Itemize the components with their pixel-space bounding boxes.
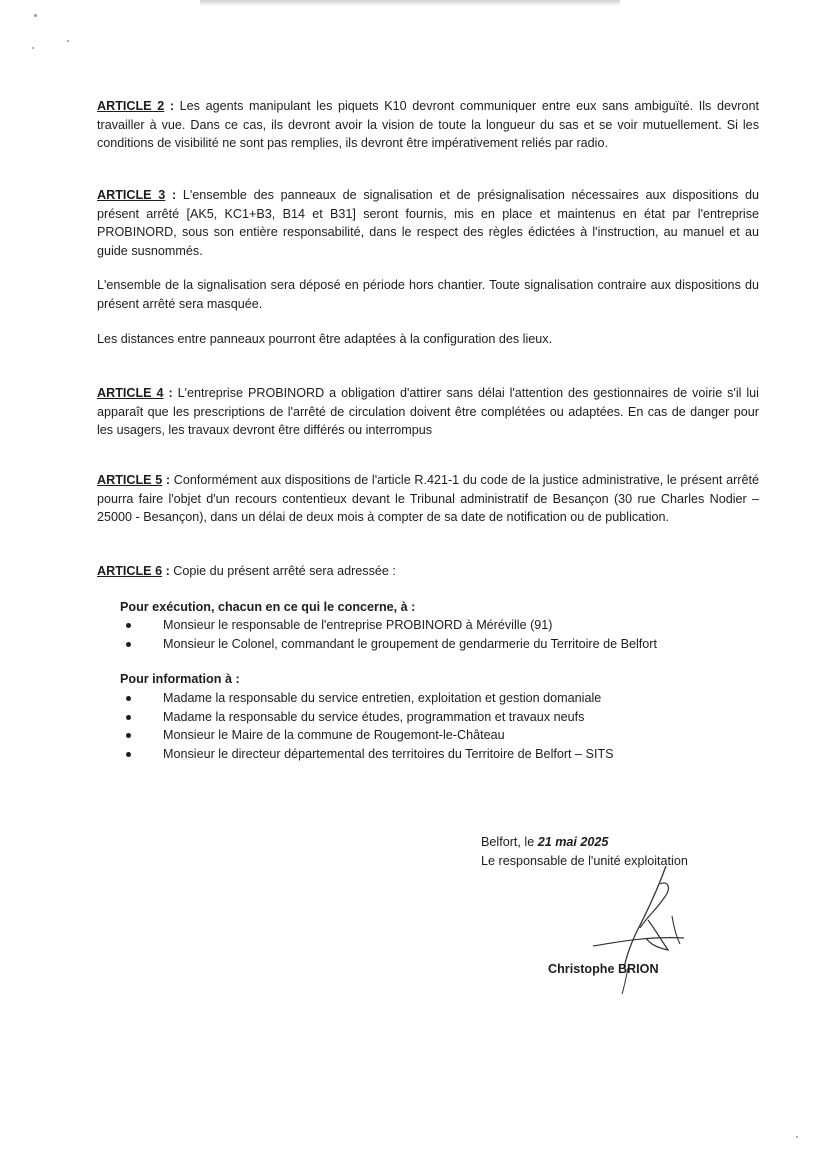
information-heading: Pour information à :: [120, 672, 240, 686]
signatory-name: Christophe BRION: [548, 962, 659, 976]
article-4-text: L'entreprise PROBINORD a obligation d'attirer sans délai l'attention des gestionnaires de voirie s'il lui apparaît que les prescriptions de l'arrêté de circulation doivent être complétées ou adaptées. En cas de danger pour les usagers, les travaux devront être différés ou interrompus: [97, 386, 759, 438]
list-item: [120, 689, 740, 708]
signature-place-date: [481, 833, 608, 852]
list-item: [120, 726, 740, 745]
list-item-text: Madame la responsable du service études, programmation et travaux neufs: [163, 709, 585, 724]
article-3-paragraph-2: L'ensemble de la signalisation sera déposé en période hors chantier. Toute signalisation contraire aux dispositions du présent arrêté sera masquée.: [97, 278, 759, 311]
list-item: [120, 616, 740, 635]
article-5: [97, 471, 759, 527]
execution-heading: Pour exécution, chacun en ce qui le concerne, à :: [120, 600, 416, 614]
article-3-paragraph-3: Les distances entre panneaux pourront être adaptées à la configuration des lieux.: [97, 332, 553, 346]
article-2-colon: :: [164, 99, 175, 113]
article-3-colon: :: [165, 188, 177, 202]
scan-speck: [34, 14, 37, 17]
article-2: [97, 97, 759, 153]
article-4-label: ARTICLE 4: [97, 386, 164, 400]
signature-date: 21 mai 2025: [537, 835, 609, 849]
article-2-text: Les agents manipulant les piquets K10 devront communiquer entre eux sans ambiguïté. Ils devront travailler à vue. Dans ce cas, ils devront avoir la vision de toute la longueur du sas et se voir mutuellement. Si les conditions de visibilité ne sont pas remplies, ils devront être impérativement reliés par radio.: [97, 99, 759, 151]
list-item: [120, 635, 740, 654]
scan-speck: [67, 40, 69, 42]
article-4-colon: :: [163, 386, 173, 400]
article-3-label: ARTICLE 3: [97, 188, 166, 202]
article-6-colon: :: [162, 564, 170, 578]
scan-speck: [796, 1136, 798, 1138]
list-item-text: Monsieur le responsable de l'entreprise PROBINORD à Méréville (91): [163, 618, 553, 632]
article-5-text: Conformément aux dispositions de l'article R.421-1 du code de la justice administrative, le présent arrêté pourra faire l'objet d'un recours contentieux devant le Tribunal administratif de Besançon (30 rue Charles Nodier – 25000 - Besançon), dans un délai de deux mois à compter de sa date de notification ou de publication.: [97, 473, 759, 525]
signature-role: Le responsable de l'unité exploitation: [481, 854, 688, 868]
scan-speck: [32, 47, 34, 49]
article-6: [97, 562, 759, 581]
list-item: [120, 745, 740, 764]
article-3: [97, 186, 759, 260]
scan-shadow: [200, 0, 620, 6]
article-6-label: ARTICLE 6: [97, 564, 163, 578]
information-list: [120, 689, 740, 763]
article-6-text: Copie du présent arrêté sera adressée :: [169, 564, 396, 578]
bullet-icon: [126, 623, 131, 628]
list-item-text: Monsieur le Maire de la commune de Rougemont-le-Château: [163, 728, 505, 743]
article-4: [97, 384, 759, 440]
list-item-text: Madame la responsable du service entretien, exploitation et gestion domaniale: [163, 691, 602, 705]
article-5-label: ARTICLE 5: [97, 473, 163, 487]
bullet-icon: [126, 642, 131, 647]
article-5-colon: :: [162, 473, 171, 487]
article-2-label: ARTICLE 2: [97, 99, 165, 113]
bullet-icon: [126, 752, 131, 757]
list-item-text: Monsieur le Colonel, commandant le groupement de gendarmerie du Territoire de Belfort: [163, 636, 657, 651]
article-3-text: L'ensemble des panneaux de signalisation et de présignalisation nécessaires aux dispositions du présent arrêté [AK5, KC1+B3, B14 et B31] seront fournis, mis en place et maintenus en état par l'entreprise PROBINORD, sous son entière responsabilité, dans le respect des règles édictées à l'instruction, au manuel et au guide susnommés.: [97, 188, 759, 258]
list-item-text: Monsieur le directeur départemental des territoires du Territoire de Belfort – SITS: [163, 746, 614, 761]
execution-list: [120, 616, 740, 653]
bullet-icon: [126, 696, 131, 701]
bullet-icon: [126, 715, 131, 720]
list-item: [120, 708, 740, 727]
bullet-icon: [126, 733, 131, 738]
signature-place: Belfort, le: [481, 835, 538, 849]
